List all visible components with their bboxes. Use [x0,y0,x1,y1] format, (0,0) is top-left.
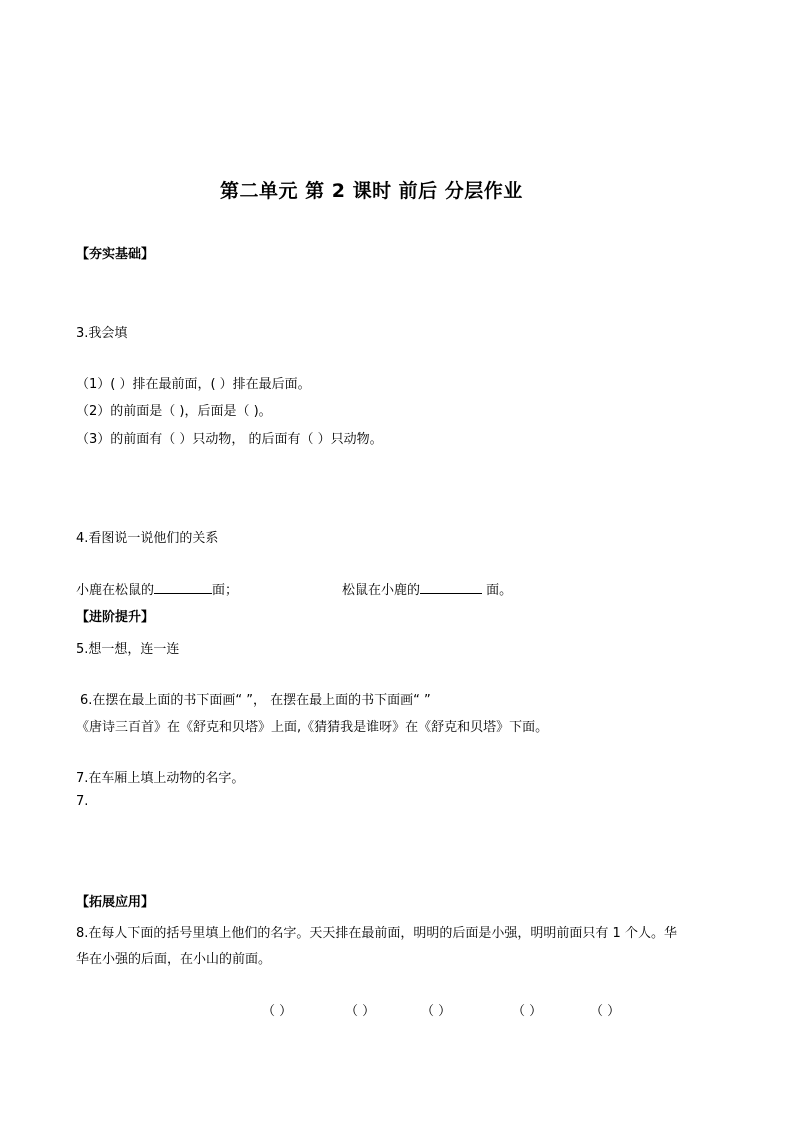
question-4-part-1 [76,579,238,598]
question-7-heading: 7.在车厢上填上动物的名字。 [76,771,245,786]
answer-bracket[interactable]: （ ） [590,1004,621,1019]
section-heading-advance: 【进阶提升】 [76,610,155,625]
question-7-sub: 7. [76,794,89,809]
answer-bracket[interactable]: （ ） [421,1004,452,1019]
page-title: 第二单元 第 2 课时 前后 分层作业 [220,180,523,202]
section-heading-extend: 【拓展应用】 [76,895,155,910]
question-8-line-2: 华在小强的后面，在小山的前面。 [76,952,272,967]
answer-blank[interactable] [420,579,482,594]
question-6-line-1: 6.在摆在最上面的书下面画“ ”， 在摆在最上面的书下面画“ ” [80,693,431,708]
section-heading-basic: 【夯实基础】 [76,247,155,262]
question-4-part-1-prefix: 小鹿在松鼠的 [76,583,155,598]
question-4-part-2-prefix: 松鼠在小鹿的 [342,583,421,598]
question-5-heading: 5.想一想，连一连 [76,642,180,657]
question-4-heading: 4.看图说一说他们的关系 [76,531,219,546]
answer-bracket[interactable]: （ ） [345,1004,376,1019]
question-4-part-2 [342,579,512,598]
answer-bracket[interactable]: （ ） [512,1004,543,1019]
question-4-part-2-suffix: 面。 [482,583,513,598]
question-3-line-3: （3）的前面有（ ）只动物， 的后面有（ ）只动物。 [76,432,383,447]
question-4-part-1-suffix: 面； [212,583,239,598]
question-3-heading: 3.我会填 [76,326,128,341]
question-6-line-2: 《唐诗三百首》在《舒克和贝塔》上面,《猜猜我是谁呀》在《舒克和贝塔》下面。 [76,720,549,735]
question-3-line-1: （1）( ）排在最前面，( ）排在最后面。 [76,377,311,392]
question-3-line-2: （2）的前面是（ )，后面是（ )。 [76,404,272,419]
answer-blank[interactable] [154,579,212,594]
answer-bracket[interactable]: （ ） [262,1004,293,1019]
question-8-line-1: 8.在每人下面的括号里填上他们的名字。天天排在最前面，明明的后面是小强，明明前面只有 1 个人。华 [76,926,677,941]
